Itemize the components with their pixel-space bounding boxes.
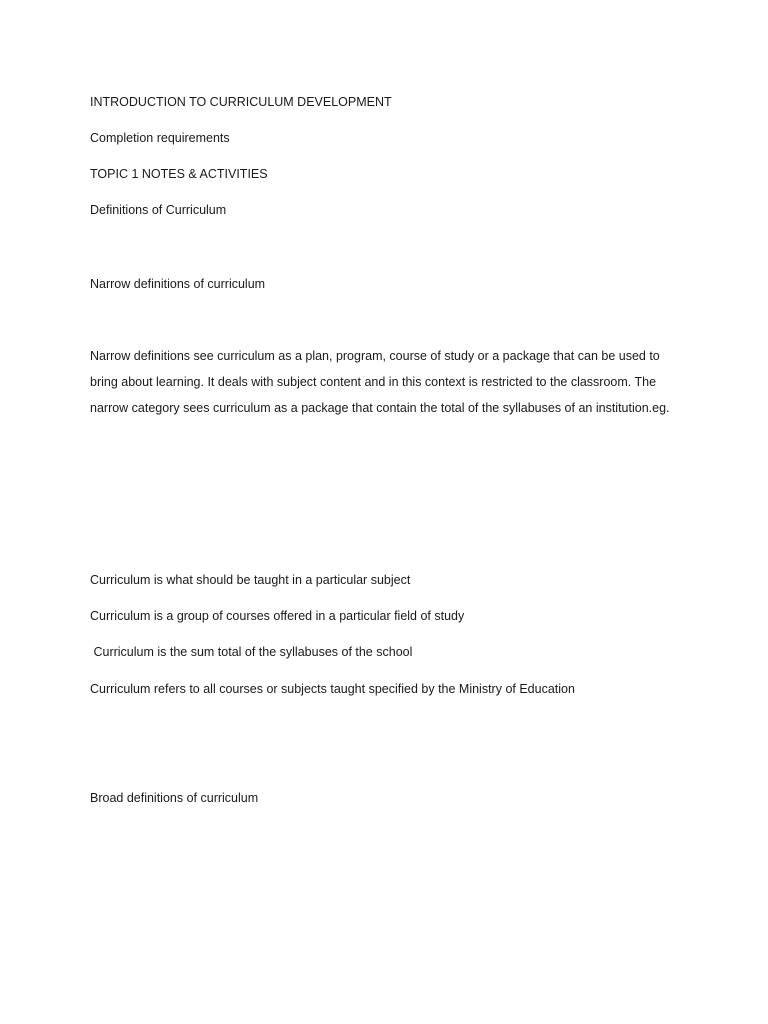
example-item: Curriculum is the sum total of the syllabuses of the school bbox=[90, 645, 413, 659]
definitions-heading: Definitions of Curriculum bbox=[90, 203, 227, 217]
narrow-definitions-heading: Narrow definitions of curriculum bbox=[90, 277, 266, 291]
example-item: Curriculum is a group of courses offered in a particular field of study bbox=[90, 609, 465, 623]
broad-definitions-heading: Broad definitions of curriculum bbox=[90, 791, 259, 805]
document-title: INTRODUCTION TO CURRICULUM DEVELOPMENT bbox=[90, 95, 392, 109]
narrow-definitions-paragraph: Narrow definitions see curriculum as a plan, program, course of study or a package that can be used to bring about learning. It deals with subject content and in this context is restricted to the classroom. The narrow category sees curriculum as a package that contain the total of the syllabuses of an institution.eg. bbox=[90, 349, 670, 415]
example-item: Curriculum refers to all courses or subjects taught specified by the Ministry of Education bbox=[90, 682, 575, 696]
example-item: Curriculum is what should be taught in a particular subject bbox=[90, 573, 411, 587]
topic-heading: TOPIC 1 NOTES & ACTIVITIES bbox=[90, 167, 268, 181]
completion-requirements: Completion requirements bbox=[90, 131, 230, 145]
